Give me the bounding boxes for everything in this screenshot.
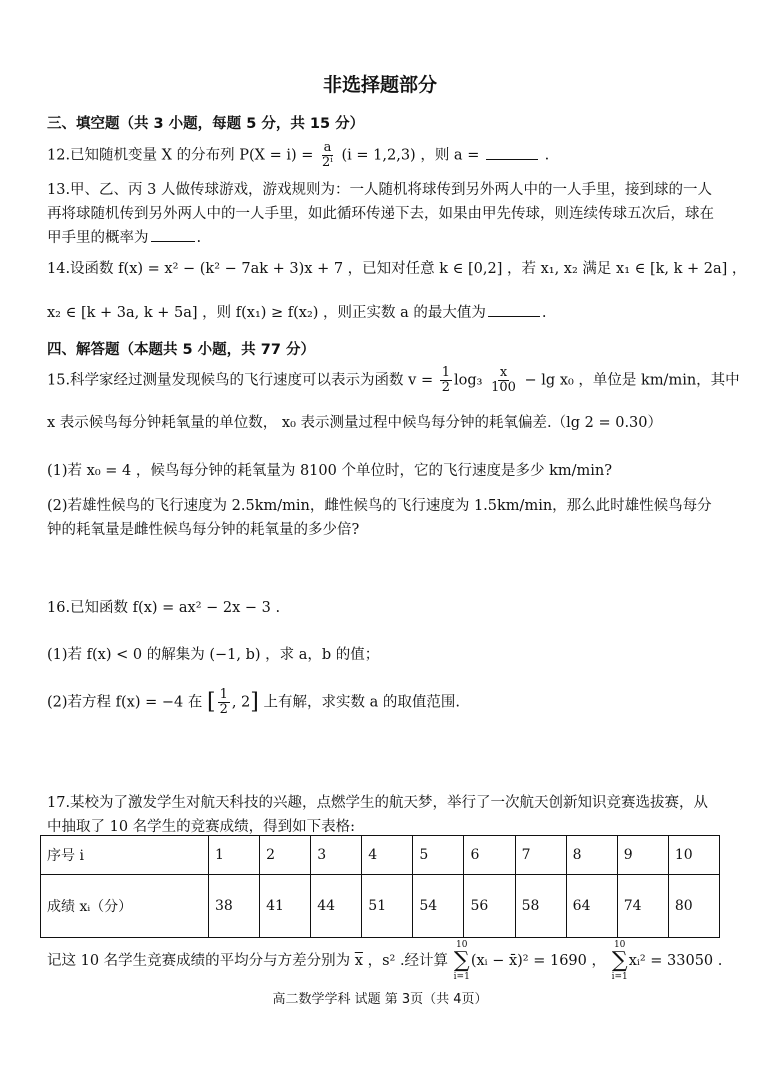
question-17-after [47, 940, 723, 982]
question-12 [47, 141, 720, 170]
q16-left-bracket: [ [206, 689, 216, 715]
question-15-part1: (1)若 x₀ = 4 ，候鸟每分钟的耗氧量为 8100 个单位时，它的飞行速度是多少 km/min? [47, 463, 612, 479]
q12-end: . [544, 147, 550, 164]
table-header-score: 成绩 xᵢ（分） [41, 875, 209, 938]
q12-prefix: 12.已知随机变量 X 的分布列 [47, 147, 235, 164]
table-cell: 7 [515, 836, 566, 875]
question-14-line1: 14.设函数 f(x) = x² − (k² − 7ak + 3)x + 7 ，已知对任意 k ∈ [0,2] ，若 x₁, x₂ 满足 x₁ ∈ [k, k + 2a] ， [47, 261, 747, 277]
table-cell: 4 [362, 836, 413, 875]
q15-half [440, 366, 452, 395]
sigma-icon: ∑ [453, 948, 470, 973]
q12-answer-blank[interactable] [486, 145, 538, 160]
q12-cond: (i = 1,2,3) [341, 147, 416, 164]
table-row [41, 836, 720, 875]
table-cell: 8 [566, 836, 617, 875]
section-4-heading: 四、解答题（本题共 5 小题，共 77 分） [47, 342, 315, 358]
q17-mean-symbol: $\overline{x}$ [354, 953, 363, 969]
question-15-line2: x 表示候鸟每分钟耗氧量的单位数， x₀ 表示测量过程中候鸟每分钟的耗氧偏差.（lg 2 = 0.30） [47, 415, 663, 431]
q12-frac-num: a [323, 140, 332, 155]
table-cell: 41 [260, 875, 311, 938]
table-cell: 54 [413, 875, 464, 938]
q13-answer-blank[interactable] [151, 227, 195, 242]
q12-formula-lhs: P(X = i) = [239, 147, 314, 164]
q12-suffix: ，则 a = [420, 147, 480, 164]
q15-half-num: 1 [441, 365, 451, 380]
table-cell: 6 [464, 836, 515, 875]
table-cell: 44 [311, 875, 362, 938]
q16-right-bracket: ] [250, 689, 259, 715]
page-footer: 高二数学学科 试题 第 3页（共 4页） [272, 992, 488, 1007]
table-cell: 80 [668, 875, 719, 938]
q15-x-num: x [499, 365, 508, 380]
q14-end: . [541, 305, 547, 321]
q17-sum2-expr: xᵢ² = 33050 . [628, 953, 723, 969]
q16-interval-frac [218, 688, 230, 717]
page-title: 非选择题部分 [322, 74, 437, 96]
q15-v-eq: v = [408, 372, 434, 389]
table-cell: 58 [515, 875, 566, 938]
question-16-stem: 16.已知函数 f(x) = ax² − 2x − 3 . [47, 600, 281, 616]
table-header-index: 序号 i [41, 836, 209, 875]
sigma-icon: ∑ [611, 948, 628, 973]
question-16-part1: (1)若 f(x) < 0 的解集为 (−1, b) ，求 a，b 的值； [47, 647, 380, 663]
q17-sum1-top: 10 [456, 940, 468, 950]
section-3-heading: 三、填空题（共 3 小题，每题 5 分，共 15 分） [47, 116, 365, 132]
q17-sum1-bot: i=1 [453, 972, 470, 982]
question-15-line1 [47, 365, 740, 395]
table-cell: 10 [668, 836, 719, 875]
table-cell: 5 [413, 836, 464, 875]
q17-after-mid: ，s² .经计算 [367, 953, 449, 969]
q16-part2-prefix: (2)若方程 f(x) = −4 在 [47, 694, 203, 711]
q12-fraction [320, 141, 335, 170]
table-cell: 74 [617, 875, 668, 938]
q15-x-frac [489, 366, 518, 395]
question-14-line2 [47, 302, 720, 324]
table-row [41, 875, 720, 938]
table-cell: 51 [362, 875, 413, 938]
table-cell: 38 [209, 875, 260, 938]
q12-frac-den: 2ⁱ [322, 155, 333, 170]
q17-sum2-bot: i=1 [611, 972, 628, 982]
q17-sum2 [612, 940, 628, 982]
table-cell: 1 [209, 836, 260, 875]
table-cell: 64 [566, 875, 617, 938]
question-13 [47, 178, 719, 250]
q17-sum2-top: 10 [613, 940, 626, 950]
q15-tail: − lg x₀ ，单位是 km/min，其中 [524, 372, 740, 389]
table-cell: 3 [311, 836, 362, 875]
q13-text: 13.甲、乙、丙 3 人做传球游戏，游戏规则为：一人随机将球传到另外两人中的一人手里，接到球的一人再将球随机传到另外两人中的一人手里，如此循环传递下去，如果由甲先传球，则连续传球五次后，球在甲手里的概率为 [47, 182, 714, 246]
q16-part2-suffix: 上有解，求实数 a 的取值范围. [263, 694, 460, 711]
table-cell: 9 [617, 836, 668, 875]
question-16-part2 [47, 688, 720, 717]
question-15-part2: (2)若雄性候鸟的飞行速度为 2.5km/min，雌性候鸟的飞行速度为 1.5km/min，那么此时雄性候鸟每分钟的耗氧量是雌性候鸟每分钟的耗氧量的多少倍? [47, 498, 712, 538]
q15-half-den: 2 [441, 380, 451, 395]
q15-prefix: 15.科学家经过测量发现候鸟的飞行速度可以表示为函数 [47, 372, 404, 389]
q16-int-num: 1 [219, 687, 228, 702]
score-table [40, 835, 720, 938]
q16-int-right: , 2 [231, 694, 251, 711]
q17-after-prefix: 记这 10 名学生竞赛成绩的平均分与方差分别为 [47, 953, 351, 969]
q17-sum1 [454, 940, 470, 982]
q17-sum1-expr: (xᵢ − x̄)² = 1690 ， [470, 953, 606, 969]
q13-end: . [196, 230, 202, 246]
q16-int-den: 2 [219, 702, 228, 717]
q14-answer-blank[interactable] [488, 302, 540, 317]
question-17-stem: 17.某校为了激发学生对航天科技的兴趣，点燃学生的航天梦，举行了一次航天创新知识竞赛选拔赛，从中抽取了 10 名学生的竞赛成绩，得到如下表格: [47, 795, 709, 835]
table-cell: 56 [464, 875, 515, 938]
q15-x-den: 100 [491, 380, 516, 395]
q15-log: log₃ [454, 372, 483, 389]
table-cell: 2 [260, 836, 311, 875]
q14-line2-text: x₂ ∈ [k + 3a, k + 5a] ，则 f(x₁) ≥ f(x₂) ，则正实数 a 的最大值为 [47, 305, 486, 321]
